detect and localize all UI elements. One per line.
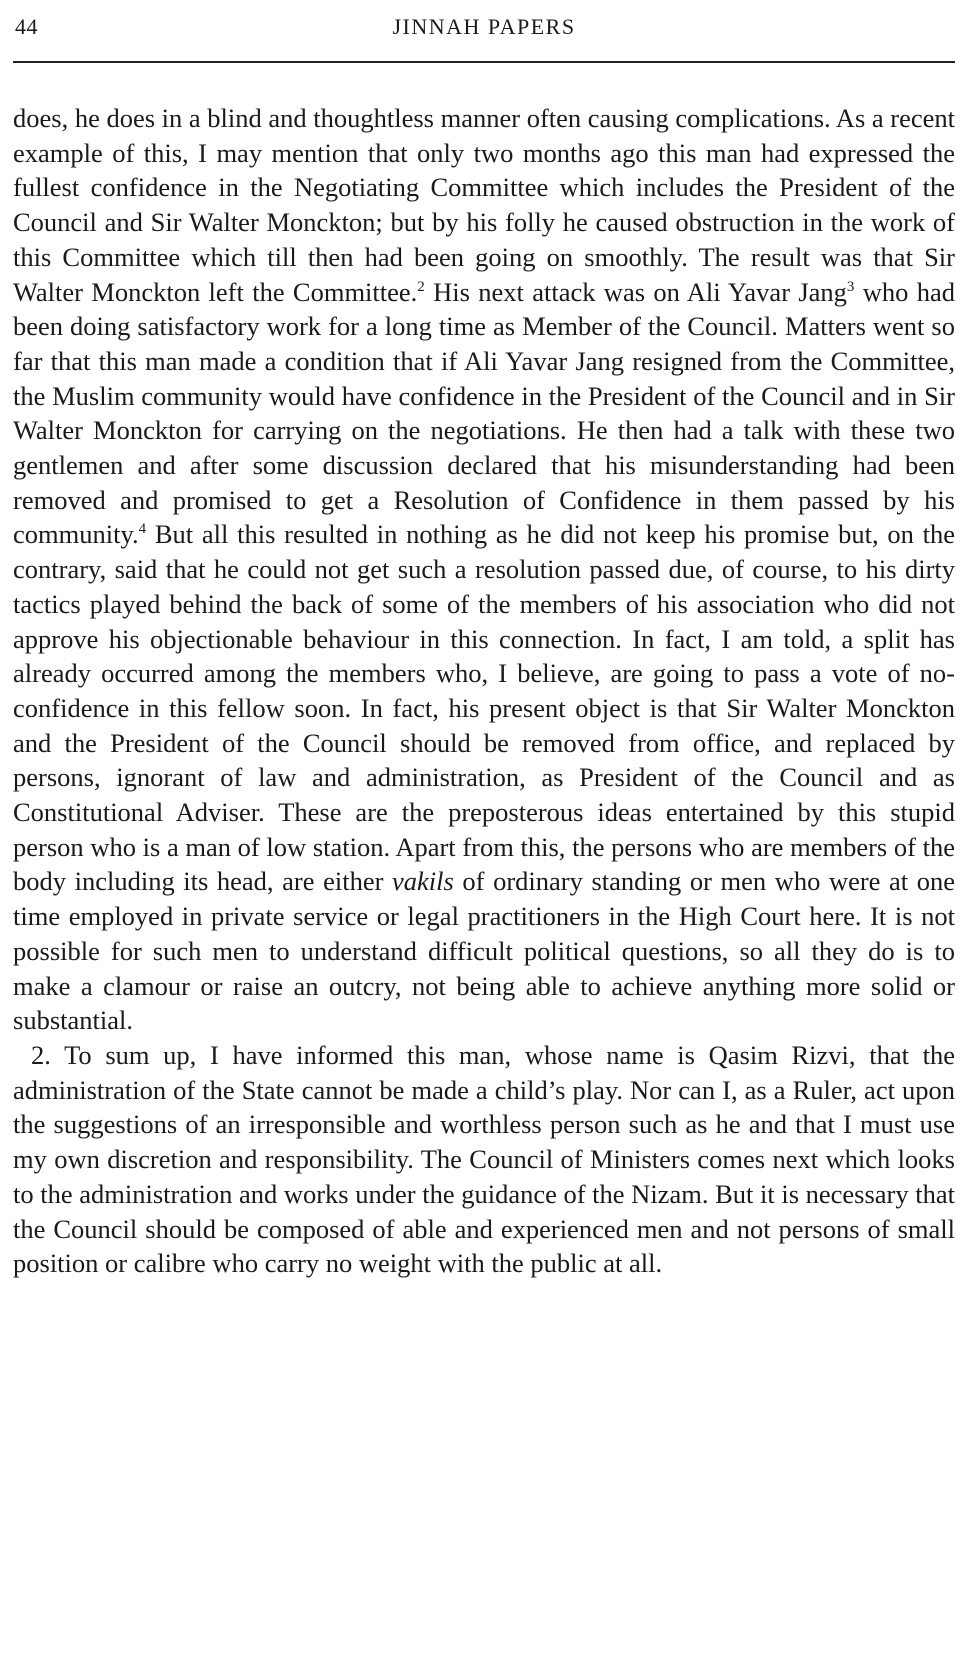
paragraph-1-part-2: His next attack was on Ali Yavar Jang [424, 276, 847, 307]
footnote-marker-3: 3 [846, 278, 855, 295]
footnote-marker-4: 4 [138, 521, 147, 538]
paragraph-1-part-3: who had been doing satisfactory work for a long time as Member of the Council. Matters went so far that this man made a condition that if Ali Yavar Jang resigned from the Committee, the Muslim community would have confidence in the President of the Council and in Sir Walter Monckton for carrying on the negotiations. He then had a talk with these two gentlemen and after some discussion declared that his misunderstanding had been removed and promised to get a Resolution of Confidence in them passed by his community. [13, 276, 955, 550]
paragraph-2: 2. To sum up, I have informed this man, whose name is Qasim Rizvi, that the administration of the State cannot be made a child’s play. Nor can I, as a Ruler, act upon the suggestions of an irresponsible and worthless person such as he and that I must use my own discretion and responsibility. The Council of Ministers comes next which looks to the administration and works under the guidance of the Nizam. But it is necessary that the Council should be composed of able and experienced men and not persons of small position or calibre who carry no weight with the public at all. [13, 1039, 955, 1279]
paragraph-1-part-5: of ordinary standing or men who were at one time employed in private service or legal practitioners in the High Court here. It is not possible for such men to understand difficult political questions, so all they do is to make a clamour or raise an outcry, not being able to achieve anything more solid or substantial. [13, 866, 956, 1036]
page-number: 44 [15, 14, 38, 39]
paragraph-1-part-4: But all this resulted in nothing as he did not keep his promise but, on the contrary, said that he could not get such a resolution passed due, of course, to his dirty tactics played behind the back of some of the members of his association who did not approve his objectionable behaviour in this connection. In fact, I am told, a split has already occurred among the members who, I believe, are going to pass a vote of no-confidence in this fellow soon. In fact, his present object is that Sir Walter Monckton and the President of the Council should be removed from office, and replaced by persons, ignorant of law and administration, as President of the Council and as Constitutional Adviser. These are the preposterous ideas entertained by this stupid person who is a man of low station. Apart from this, the persons who are members of the body including its head, are either [13, 519, 955, 897]
body-text [13, 101, 955, 1281]
italic-term-vakils: vakils [392, 866, 454, 897]
footnote-marker-2: 2 [417, 278, 425, 295]
paragraph-1 [13, 101, 955, 1038]
header-rule [13, 61, 955, 63]
running-head: JINNAH PAPERS [392, 14, 576, 39]
paragraph-1-part-1: does, he does in a blind and thoughtless manner often causing complications. As a recent example of this, I may mention that only two months ago this man had expressed the fullest confidence in the Negotiating Committee which includes the President of the Council and Sir Walter Monckton; but by his folly he caused obstruction in the work of this Committee which till then had been going on smoothly. The result was that Sir Walter Monckton left the Committee. [13, 103, 955, 307]
document-page [13, 0, 955, 1676]
page-header [13, 8, 955, 38]
